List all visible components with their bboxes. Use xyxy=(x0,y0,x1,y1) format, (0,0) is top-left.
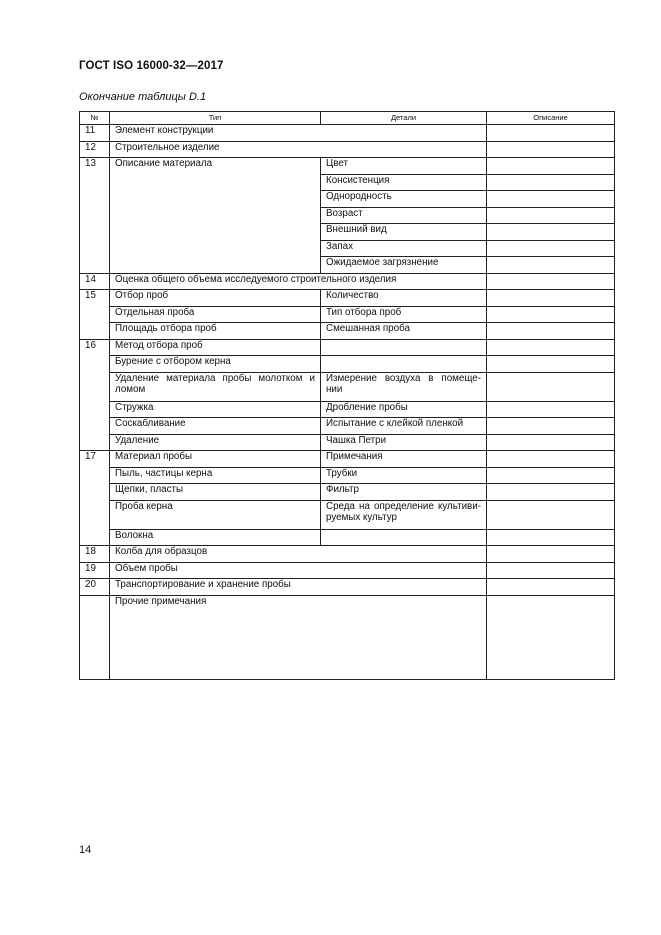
row-type: Проба керна xyxy=(110,500,321,529)
row-detail xyxy=(321,529,487,546)
row-type: Метод отбора проб xyxy=(110,339,321,356)
row-type: Соскабливание xyxy=(110,418,321,435)
row-detail: Измерение воздуха в помеще-нии xyxy=(321,372,487,401)
row-detail: Трубки xyxy=(321,467,487,484)
table-row xyxy=(80,306,615,323)
row-number: 14 xyxy=(80,273,110,290)
table-row xyxy=(80,273,615,290)
row-description-cell[interactable] xyxy=(487,500,615,529)
row-description-cell[interactable] xyxy=(487,224,615,241)
table-row-notes xyxy=(80,595,615,679)
row-type: Удаление материала пробы молотком и ломом xyxy=(110,372,321,401)
row-number: 11 xyxy=(80,125,110,142)
row-detail: Фильтр xyxy=(321,484,487,501)
row-detail: Ожидаемое загрязнение xyxy=(321,257,487,274)
row-detail: Однородность xyxy=(321,191,487,208)
table-row xyxy=(80,546,615,563)
row-description-cell[interactable] xyxy=(487,484,615,501)
row-type: Отбор проб xyxy=(110,290,321,307)
table-caption: Окончание таблицы D.1 xyxy=(79,91,207,103)
row-number: 18 xyxy=(80,546,110,563)
table-row xyxy=(80,500,615,529)
row-type: Щепки, пласты xyxy=(110,484,321,501)
table-row xyxy=(80,529,615,546)
row-detail: Среда на определение культиви-руемых культур xyxy=(321,500,487,529)
row-type: Материал пробы xyxy=(110,451,321,468)
row-detail: Внешний вид xyxy=(321,224,487,241)
data-table xyxy=(79,111,615,680)
table-row xyxy=(80,339,615,356)
row-number: 15 xyxy=(80,290,110,340)
row-type: Отдельная проба xyxy=(110,306,321,323)
table-row xyxy=(80,401,615,418)
table-row xyxy=(80,562,615,579)
row-type: Стружка xyxy=(110,401,321,418)
row-type: Пыль, частицы керна xyxy=(110,467,321,484)
row-detail xyxy=(321,339,487,356)
row-description-cell[interactable] xyxy=(487,323,615,340)
row-type: Площадь отбора проб xyxy=(110,323,321,340)
row-type: Транспортирование и хранение пробы xyxy=(110,579,487,596)
table-row xyxy=(80,356,615,373)
row-detail: Чашка Петри xyxy=(321,434,487,451)
row-detail: Дробление пробы xyxy=(321,401,487,418)
row-description-cell[interactable] xyxy=(487,562,615,579)
row-type: Описание материала xyxy=(110,158,321,274)
row-description-cell[interactable] xyxy=(487,240,615,257)
row-detail: Тип отбора проб xyxy=(321,306,487,323)
row-type: Удаление xyxy=(110,434,321,451)
table-row xyxy=(80,158,615,175)
table-row xyxy=(80,323,615,340)
table-row xyxy=(80,579,615,596)
row-description-cell[interactable] xyxy=(487,418,615,435)
row-description-cell[interactable] xyxy=(487,579,615,596)
row-detail: Смешанная проба xyxy=(321,323,487,340)
row-description-cell[interactable] xyxy=(487,529,615,546)
row-number: 19 xyxy=(80,562,110,579)
row-type: Бурение с отбором керна xyxy=(110,356,321,373)
table-row xyxy=(80,434,615,451)
page-number: 14 xyxy=(79,844,92,856)
row-description-cell[interactable] xyxy=(487,401,615,418)
row-number: 20 xyxy=(80,579,110,596)
table-row xyxy=(80,418,615,435)
row-detail: Цвет xyxy=(321,158,487,175)
row-type: Оценка общего объема исследуемого строительного изделия xyxy=(110,273,487,290)
column-header-type: Тип xyxy=(110,112,321,125)
row-number xyxy=(80,595,110,679)
table-row xyxy=(80,372,615,401)
table-row xyxy=(80,451,615,468)
row-description-cell[interactable] xyxy=(487,356,615,373)
row-detail: Возраст xyxy=(321,207,487,224)
row-description-cell[interactable] xyxy=(487,141,615,158)
row-detail: Консистенция xyxy=(321,174,487,191)
row-detail: Испытание с клейкой пленкой xyxy=(321,418,487,435)
row-type: Объем пробы xyxy=(110,562,487,579)
row-description-cell[interactable] xyxy=(487,434,615,451)
row-description-cell[interactable] xyxy=(487,467,615,484)
row-type: Прочие примечания xyxy=(110,595,487,679)
row-description-cell[interactable] xyxy=(487,125,615,142)
table-row xyxy=(80,290,615,307)
row-type: Строительное изделие xyxy=(110,141,487,158)
table-row xyxy=(80,467,615,484)
row-type: Волокна xyxy=(110,529,321,546)
row-description-cell[interactable] xyxy=(487,174,615,191)
row-description-cell[interactable] xyxy=(487,339,615,356)
table-row xyxy=(80,141,615,158)
row-description-cell[interactable] xyxy=(487,372,615,401)
row-detail: Запах xyxy=(321,240,487,257)
row-description-cell[interactable] xyxy=(487,158,615,175)
row-type: Элемент конструкции xyxy=(110,125,487,142)
row-description-cell[interactable] xyxy=(487,273,615,290)
row-description-cell[interactable] xyxy=(487,191,615,208)
column-header-details: Детали xyxy=(321,112,487,125)
row-number: 13 xyxy=(80,158,110,274)
row-description-cell[interactable] xyxy=(487,546,615,563)
column-header-description: Описание xyxy=(487,112,615,125)
table-row xyxy=(80,125,615,142)
row-number: 16 xyxy=(80,339,110,451)
row-detail xyxy=(321,356,487,373)
row-detail: Примечания xyxy=(321,451,487,468)
row-number: 12 xyxy=(80,141,110,158)
table-row xyxy=(80,484,615,501)
row-type: Колба для образцов xyxy=(110,546,487,563)
table-header-row xyxy=(80,112,615,125)
document-code: ГОСТ ISO 16000-32—2017 xyxy=(79,60,224,72)
column-header-number: № xyxy=(80,112,110,125)
row-description-cell[interactable] xyxy=(487,306,615,323)
row-description-cell[interactable] xyxy=(487,595,615,679)
row-description-cell[interactable] xyxy=(487,290,615,307)
row-number: 17 xyxy=(80,451,110,546)
row-description-cell[interactable] xyxy=(487,257,615,274)
row-description-cell[interactable] xyxy=(487,451,615,468)
row-detail: Количество xyxy=(321,290,487,307)
row-description-cell[interactable] xyxy=(487,207,615,224)
